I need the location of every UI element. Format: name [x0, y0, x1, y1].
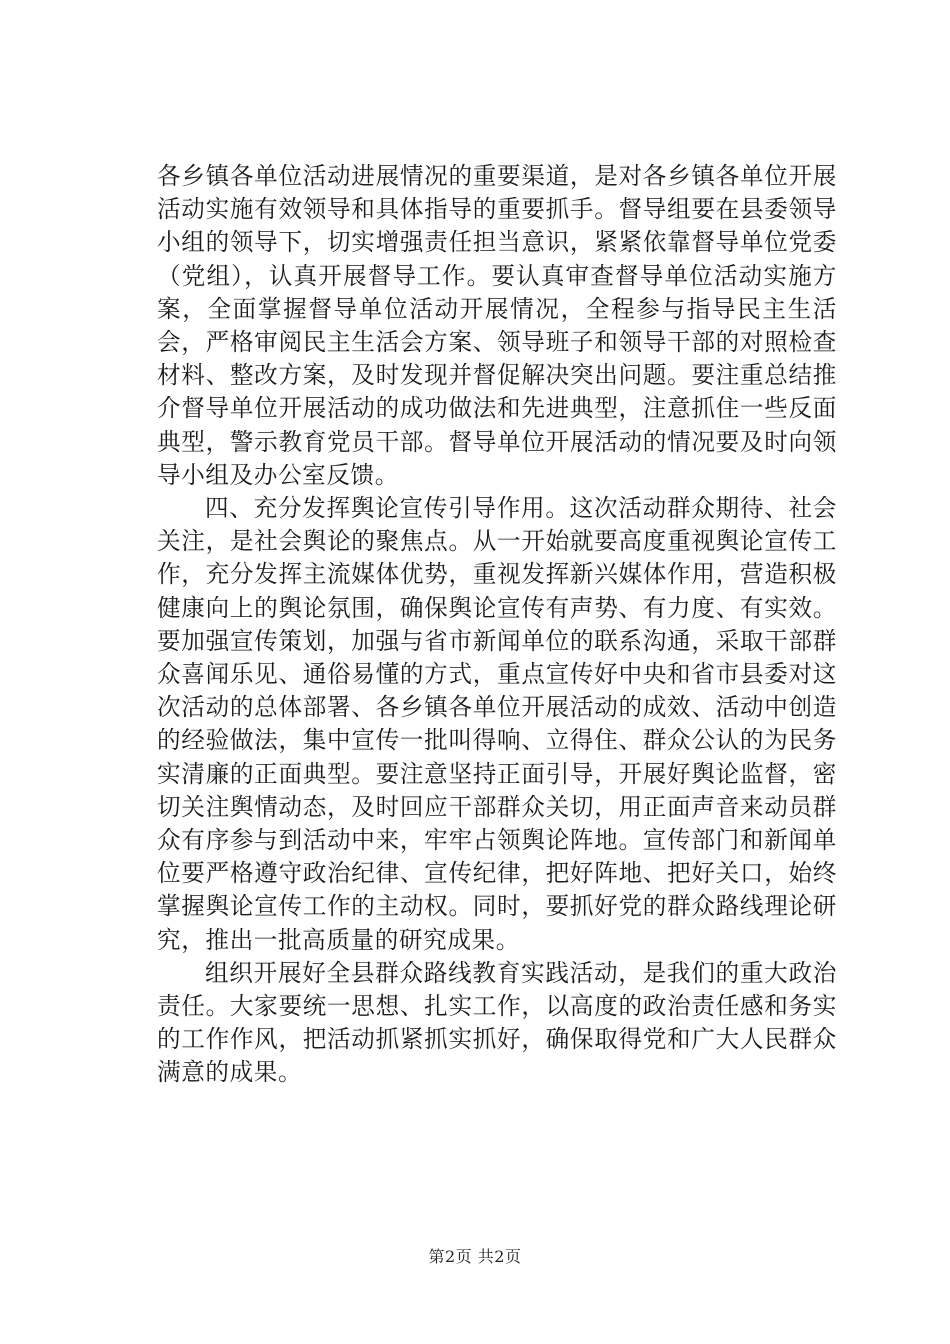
page-number-footer: 第2页 共2页 [428, 1247, 522, 1266]
paragraph-section-four: 四、充分发挥舆论宣传引导作用。这次活动群众期待、社会关注，是社会舆论的聚焦点。从一开始就要高度重视舆论宣传工作，充分发挥主流媒体优势，重视发挥新兴媒体作用，营造积极健康向上的舆论氛围，确保舆论宣传有声势、有力度、有实效。要加强宣传策划，加强与省市新闻单位的联系沟通，采取干部群众喜闻乐见、通俗易懂的方式，重点宣传好中央和省市县委对这次活动的总体部署、各乡镇各单位开展活动的成效、活动中创造的经验做法，集中宣传一批叫得响、立得住、群众公认的为民务实清廉的正面典型。要注意坚持正面引导，开展好舆论监督，密切关注舆情动态，及时回应干部群众关切，用正面声音来动员群众有序参与到活动中来，牢牢占领舆论阵地。宣传部门和新闻单位要严格遵守政治纪律、宣传纪律，把好阵地、把好关口，始终掌握舆论宣传工作的主动权。同时，要抓好党的群众路线理论研究，推出一批高质量的研究成果。 [157, 494, 837, 954]
document-body [157, 160, 837, 1090]
paragraph-continuation: 各乡镇各单位活动进展情况的重要渠道，是对各乡镇各单位开展活动实施有效领导和具体指导的重要抓手。督导组要在县委领导小组的领导下，切实增强责任担当意识，紧紧依靠督导单位党委（党组），认真开展督导工作。要认真审查督导单位活动实施方案，全面掌握督导单位活动开展情况，全程参与指导民主生活会，严格审阅民主生活会方案、领导班子和领导干部的对照检查材料、整改方案，及时发现并督促解决突出问题。要注重总结推介督导单位开展活动的成功做法和先进典型，注意抓住一些反面典型，警示教育党员干部。督导单位开展活动的情况要及时向领导小组及办公室反馈。 [157, 162, 837, 489]
paragraph-conclusion: 组织开展好全县群众路线教育实践活动，是我们的重大政治责任。大家要统一思想、扎实工作，以高度的政治责任感和务实的工作作风，把活动抓紧抓实抓好，确保取得党和广大人民群众满意的成果。 [157, 958, 837, 1087]
